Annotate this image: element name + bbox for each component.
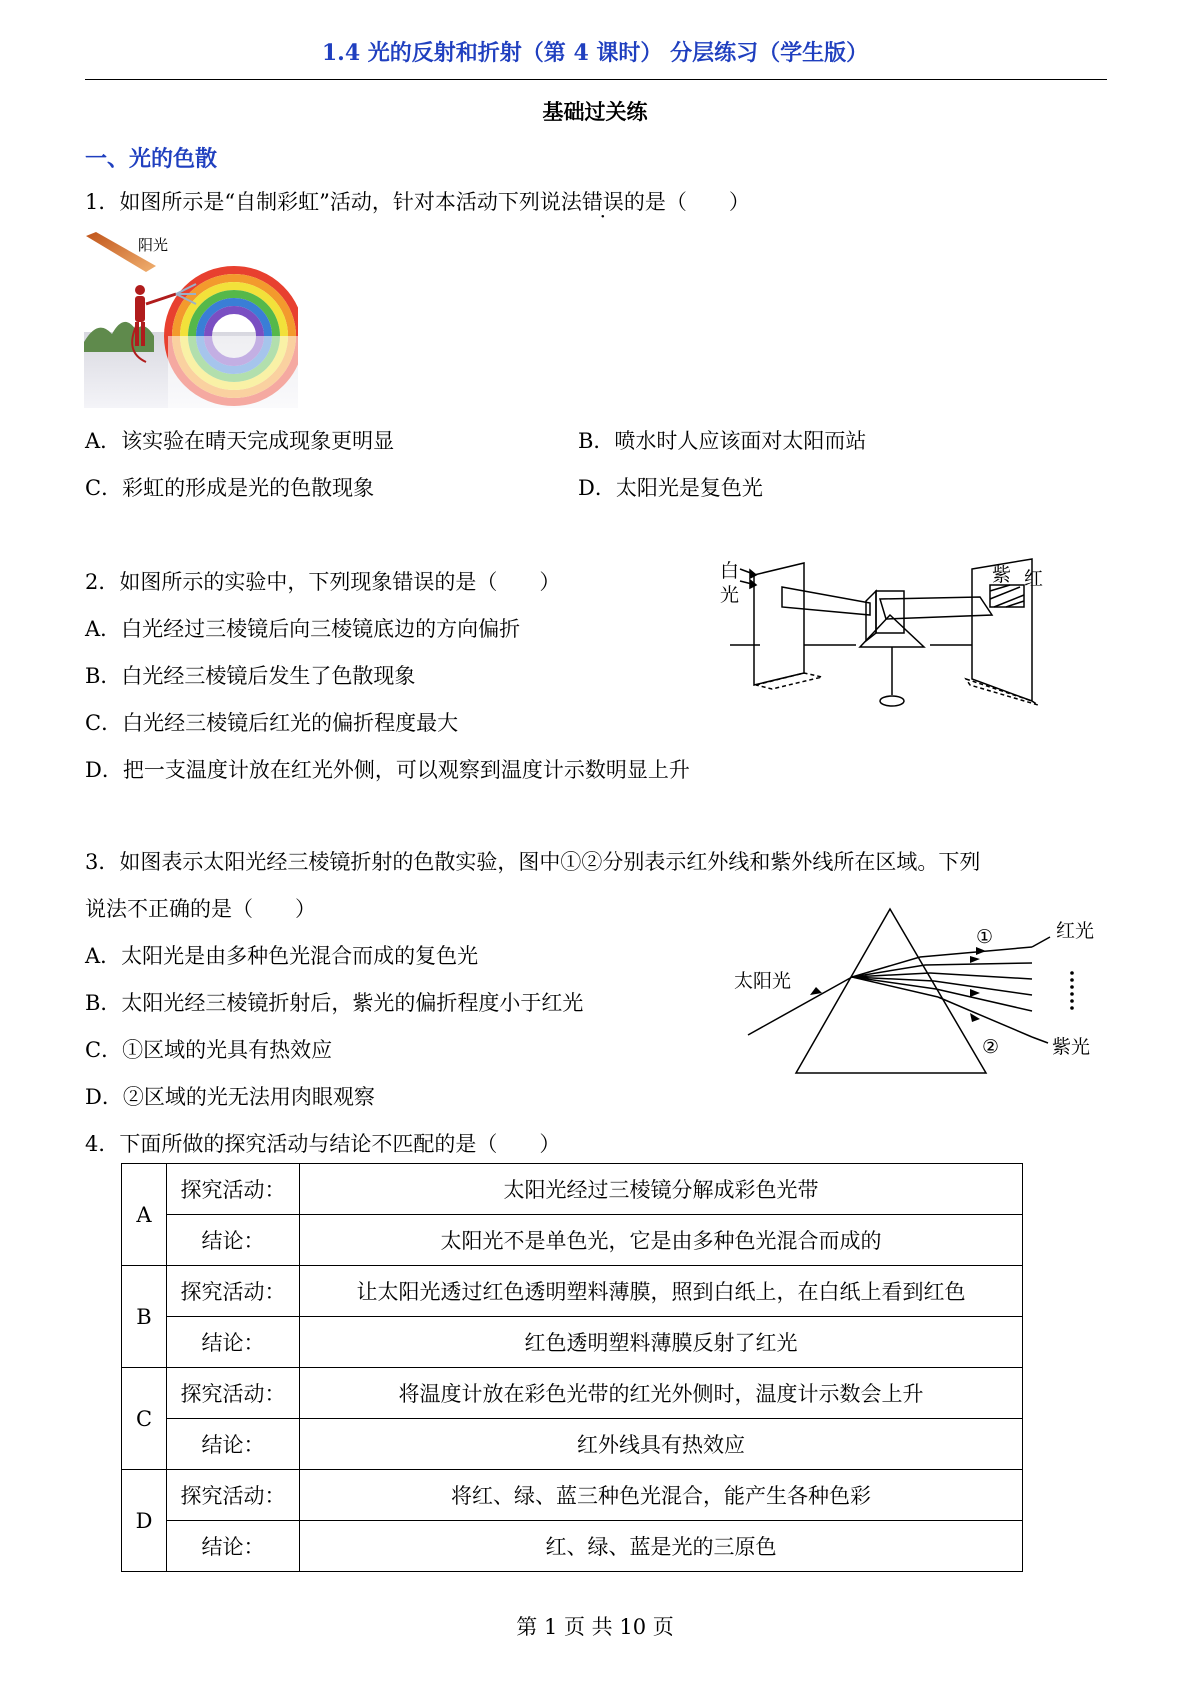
prism-front bbox=[876, 591, 904, 633]
dispersed-beam bbox=[880, 597, 992, 619]
header-divider bbox=[85, 79, 1107, 80]
q3-option-b[interactable]: B．太阳光经三棱镜折射后，紫光的偏折程度小于红光 bbox=[85, 991, 584, 1015]
q1-stem bbox=[85, 186, 750, 216]
q3-stem-line2: 说法不正确的是（ ） bbox=[85, 897, 316, 921]
q3-option-a[interactable]: A．太阳光是由多种色光混合而成的复色光 bbox=[85, 944, 479, 968]
q2-option-a[interactable]: A．白光经过三棱镜后向三棱镜底边的方向偏折 bbox=[85, 617, 521, 641]
hatch-3 bbox=[994, 595, 1024, 607]
conclusion-text-c: 红外线具有热效应 bbox=[300, 1419, 1023, 1470]
conclusion-label: 结论： bbox=[167, 1317, 300, 1368]
spectrum-box bbox=[990, 585, 1024, 607]
q1-stem-emphasis: 错误 bbox=[581, 190, 624, 214]
figure-label-sunlight: 太阳光 bbox=[734, 970, 792, 992]
prism-screen-figure bbox=[720, 555, 1075, 725]
conclusion-label: 结论： bbox=[167, 1215, 300, 1266]
incident-arrow-icon bbox=[810, 987, 822, 995]
q3-option-c[interactable]: C．①区域的光具有热效应 bbox=[85, 1038, 333, 1062]
conclusion-label: 结论： bbox=[167, 1419, 300, 1470]
hatch-2 bbox=[990, 587, 1020, 599]
table-row bbox=[122, 1521, 1023, 1572]
figure-marker-1: ① bbox=[976, 926, 994, 948]
left-screen bbox=[754, 563, 804, 685]
row-letter-d[interactable]: D bbox=[122, 1470, 167, 1572]
activity-label: 探究活动： bbox=[167, 1368, 300, 1419]
figure-label-sunlight: 阳光 bbox=[138, 236, 169, 254]
white-light-arrow-2-icon bbox=[750, 580, 756, 588]
white-light-arrow-1-icon bbox=[750, 570, 756, 578]
table-row bbox=[122, 1317, 1023, 1368]
figure-label-white-1: 白 bbox=[720, 560, 740, 582]
conclusion-text-b: 红色透明塑料薄膜反射了红光 bbox=[300, 1317, 1023, 1368]
prism-triangle bbox=[796, 909, 986, 1073]
q2-option-b[interactable]: B．白光经三棱镜后发生了色散现象 bbox=[85, 664, 416, 688]
activity-label: 探究活动： bbox=[167, 1470, 300, 1521]
right-screen-base bbox=[966, 679, 1038, 705]
activity-text-d: 将红、绿、蓝三种色光混合，能产生各种色彩 bbox=[300, 1470, 1023, 1521]
exit-ray-purple bbox=[938, 997, 1032, 1037]
ellipsis-dots bbox=[1070, 971, 1074, 1010]
row-letter-a[interactable]: A bbox=[122, 1164, 167, 1266]
q3-option-d[interactable]: D．②区域的光无法用肉眼观察 bbox=[85, 1085, 375, 1109]
q1-stem-end: 的是（ ） bbox=[623, 190, 750, 214]
prism-side bbox=[866, 591, 876, 641]
left-screen-base bbox=[756, 673, 822, 689]
table-row bbox=[122, 1215, 1023, 1266]
figure-label-red-light: 红光 bbox=[1056, 920, 1095, 942]
q1-option-b[interactable]: B．喷水时人应该面对太阳而站 bbox=[578, 429, 867, 453]
activity-label: 探究活动： bbox=[167, 1266, 300, 1317]
table-row bbox=[122, 1266, 1023, 1317]
rainbow-figure bbox=[84, 232, 298, 408]
activity-text-c: 将温度计放在彩色光带的红光外侧时，温度计示数会上升 bbox=[300, 1368, 1023, 1419]
conclusion-text-a: 太阳光不是单色光，它是由多种色光混合而成的 bbox=[300, 1215, 1023, 1266]
table-row bbox=[122, 1368, 1023, 1419]
q1-option-d[interactable]: D．太阳光是复色光 bbox=[578, 476, 763, 500]
q1-option-c[interactable]: C．彩虹的形成是光的色散现象 bbox=[85, 476, 375, 500]
q4-table bbox=[121, 1163, 1023, 1572]
conclusion-label: 结论： bbox=[167, 1521, 300, 1572]
q3-stem-line1: 3．如图表示太阳光经三棱镜折射的色散实验，图中①②分别表示红外线和紫外线所在区域。下列 bbox=[85, 850, 981, 874]
page-footer: 第 1 页 共 10 页 bbox=[516, 1615, 674, 1639]
figure-label-purple-light: 紫光 bbox=[1052, 1036, 1091, 1058]
page-header-title: 1.4 光的反射和折射（第 4 课时） 分层练习（学生版） bbox=[321, 40, 869, 66]
prism-stand bbox=[860, 615, 924, 647]
activity-text-b: 让太阳光透过红色透明塑料薄膜，照到白纸上，在白纸上看到红色 bbox=[300, 1266, 1023, 1317]
figure-marker-2: ② bbox=[982, 1036, 1000, 1058]
stand-base bbox=[880, 696, 904, 706]
q1-option-a[interactable]: A．该实验在晴天完成现象更明显 bbox=[85, 429, 395, 453]
figure-label-red: 红 bbox=[1024, 568, 1044, 590]
rainbow-fade bbox=[168, 336, 298, 408]
table-row bbox=[122, 1164, 1023, 1215]
figure-label-purple: 紫 bbox=[992, 564, 1012, 586]
red-ray-arrow-icon bbox=[976, 947, 986, 955]
q2-option-c[interactable]: C．白光经三棱镜后红光的偏折程度最大 bbox=[85, 711, 459, 735]
incident-beam bbox=[782, 587, 870, 615]
row-letter-c[interactable]: C bbox=[122, 1368, 167, 1470]
hose-icon bbox=[146, 294, 176, 304]
section-subtitle: 基础过关练 bbox=[542, 99, 648, 124]
sunlight-prism-figure bbox=[730, 905, 1105, 1080]
figure-label-white-2: 光 bbox=[720, 584, 740, 606]
row-letter-b[interactable]: B bbox=[122, 1266, 167, 1368]
activity-label: 探究活动： bbox=[167, 1164, 300, 1215]
table-row bbox=[122, 1470, 1023, 1521]
conclusion-text-d: 红、绿、蓝是光的三原色 bbox=[300, 1521, 1023, 1572]
q4-stem: 4．下面所做的探究活动与结论不匹配的是（ ） bbox=[85, 1132, 561, 1156]
q1-stem-text: 1．如图所示是“自制彩虹”活动，针对本活动下列说法 bbox=[85, 190, 582, 214]
table-row bbox=[122, 1419, 1023, 1470]
activity-text-a: 太阳光经过三棱镜分解成彩色光带 bbox=[300, 1164, 1023, 1215]
section-heading: 一、光的色散 bbox=[85, 146, 218, 172]
q2-option-d[interactable]: D．把一支温度计放在红光外侧，可以观察到温度计示数明显上升 bbox=[85, 758, 690, 782]
q2-stem: 2．如图所示的实验中，下列现象错误的是（ ） bbox=[85, 570, 561, 594]
